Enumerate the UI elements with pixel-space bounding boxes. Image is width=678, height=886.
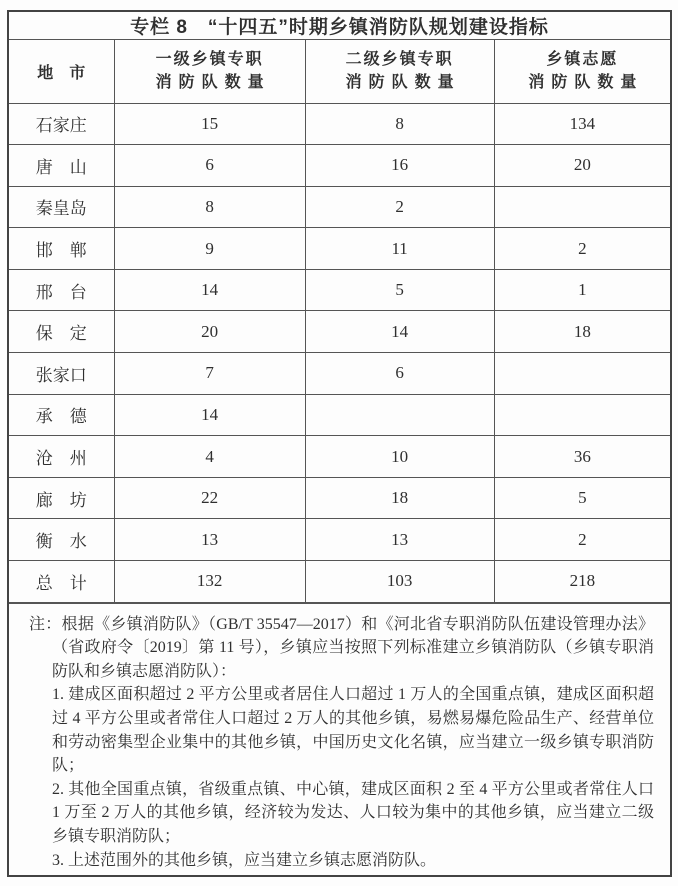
footnote-intro: 注：根据《乡镇消防队》（GB/T 35547—2017）和《河北省专职消防队伍建设管理办法》（省政府令〔2019〕第 11 号），乡镇应当按照下列标准建立乡镇消防队（乡镇专职消防队和乡镇志愿消防队）： [29, 615, 654, 680]
level2-count: 11 [305, 228, 494, 270]
volunteer-count: 36 [494, 436, 670, 478]
volunteer-count: 18 [494, 311, 670, 353]
level2-count: 13 [305, 519, 494, 561]
volunteer-count [494, 353, 670, 395]
col-header-city: 地 市 [9, 40, 114, 103]
level1-count: 13 [114, 519, 305, 561]
city-name: 张家口 [9, 353, 114, 395]
level1-count: 4 [114, 436, 305, 478]
table-row [9, 561, 670, 603]
table-row [9, 436, 670, 478]
city-name: 衡 水 [9, 519, 114, 561]
table-row [9, 519, 670, 561]
table-header-row [9, 40, 670, 103]
level1-count: 9 [114, 228, 305, 270]
table-row [9, 477, 670, 519]
volunteer-count: 20 [494, 145, 670, 187]
level2-count: 10 [305, 436, 494, 478]
volunteer-count [494, 186, 670, 228]
level1-count: 8 [114, 186, 305, 228]
city-name: 沧 州 [9, 436, 114, 478]
city-name: 承 德 [9, 394, 114, 436]
col-header-volunteer-line1: 乡镇志愿 [546, 51, 619, 69]
table-row [9, 353, 670, 395]
city-name: 石家庄 [9, 103, 114, 145]
col-header-level1-line1: 一级乡镇专职 [155, 51, 264, 69]
col-header-volunteer-line2: 消防队数量 [528, 74, 644, 92]
volunteer-count: 2 [494, 519, 670, 561]
level2-count: 5 [305, 269, 494, 311]
volunteer-count: 1 [494, 269, 670, 311]
volunteer-count: 5 [494, 477, 670, 519]
table-body [9, 103, 670, 602]
level2-count: 8 [305, 103, 494, 145]
level2-count: 2 [305, 186, 494, 228]
col-header-level2-line1: 二级乡镇专职 [345, 51, 454, 69]
table-row [9, 186, 670, 228]
level2-count: 16 [305, 145, 494, 187]
level1-count: 14 [114, 394, 305, 436]
level2-count: 18 [305, 477, 494, 519]
city-name: 邢 台 [9, 269, 114, 311]
panel-title: 专栏 8 “十四五”时期乡镇消防队规划建设指标 [9, 12, 670, 40]
volunteer-count: 2 [494, 228, 670, 270]
table-row [9, 394, 670, 436]
col-header-level1 [114, 40, 305, 103]
level1-count: 15 [114, 103, 305, 145]
level1-count: 132 [114, 561, 305, 603]
fire-brigade-table [9, 40, 670, 603]
level1-count: 14 [114, 269, 305, 311]
city-name: 秦皇岛 [9, 186, 114, 228]
level1-count: 20 [114, 311, 305, 353]
table-row [9, 145, 670, 187]
footnote-item-2: 2. 其他全国重点镇，省级重点镇、中心镇，建成区面积 2 至 4 平方公里或者常住人口 1 万至 2 万人的其他乡镇，经济较为发达、人口较为集中的其他乡镇，应当建立二级乡镇专职消防队； [52, 780, 654, 845]
volunteer-count [494, 394, 670, 436]
footnote-item-3: 3. 上述范围外的其他乡镇，应当建立乡镇志愿消防队。 [52, 851, 437, 869]
volunteer-count: 134 [494, 103, 670, 145]
col-header-level2-line2: 消防队数量 [345, 74, 461, 92]
level1-count: 7 [114, 353, 305, 395]
level2-count: 6 [305, 353, 494, 395]
fire-brigade-panel [7, 10, 672, 877]
table-row [9, 228, 670, 270]
level2-count: 14 [305, 311, 494, 353]
level1-count: 6 [114, 145, 305, 187]
table-row [9, 311, 670, 353]
footnote-block [9, 603, 670, 881]
city-name: 廊 坊 [9, 477, 114, 519]
city-name: 唐 山 [9, 145, 114, 187]
city-name: 总 计 [9, 561, 114, 603]
col-header-volunteer [494, 40, 670, 103]
col-header-level1-line2: 消防队数量 [155, 74, 271, 92]
level1-count: 22 [114, 477, 305, 519]
table-row [9, 103, 670, 145]
city-name: 邯 郸 [9, 228, 114, 270]
col-header-level2 [305, 40, 494, 103]
level2-count [305, 394, 494, 436]
footnote-item-1: 1. 建成区面积超过 2 平方公里或者居住人口超过 1 万人的全国重点镇，建成区面积超过 4 平方公里或者常住人口超过 2 万人的其他乡镇，易燃易爆危险品生产、经营单位和劳动密集型企业集中的其他乡镇，中国历史文化名镇，应当建立一级乡镇专职消防队； [52, 686, 654, 775]
table-row [9, 269, 670, 311]
volunteer-count: 218 [494, 561, 670, 603]
city-name: 保 定 [9, 311, 114, 353]
level2-count: 103 [305, 561, 494, 603]
